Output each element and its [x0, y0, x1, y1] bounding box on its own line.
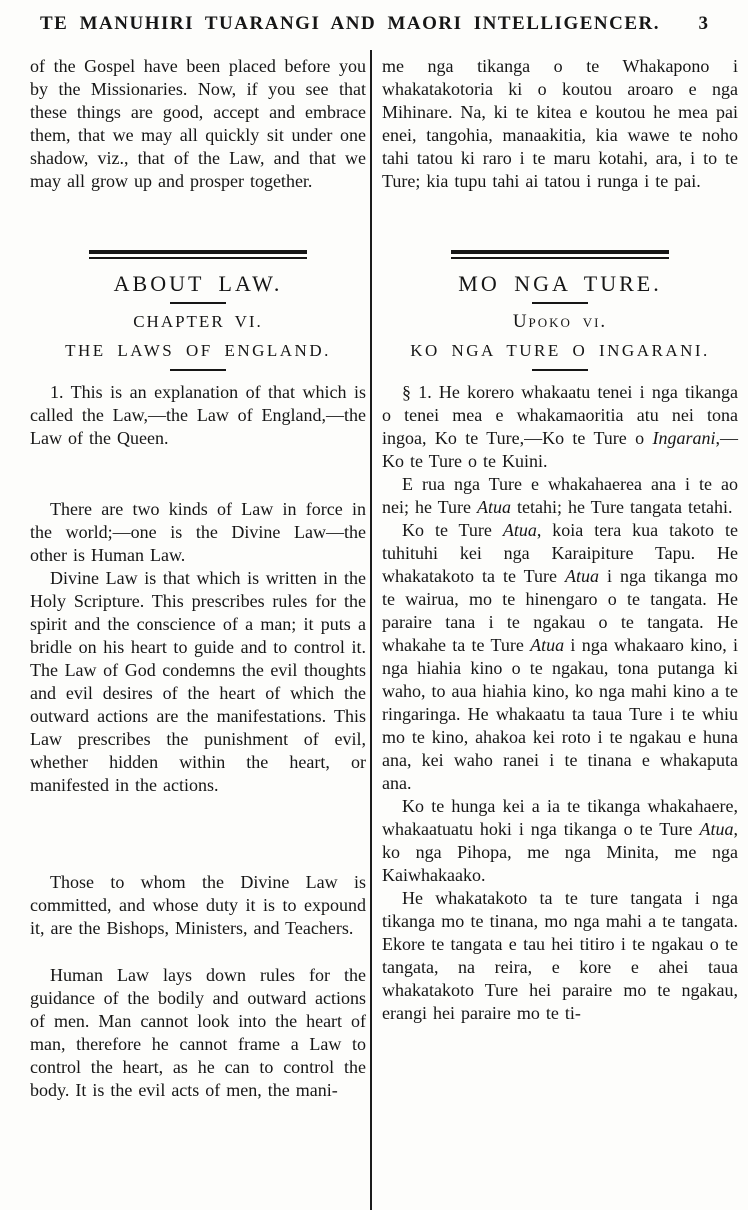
english-section-title: ABOUT LAW. [113, 271, 283, 296]
text-run: i nga tikanga mo te wairua, mo te hinengaro o te tangata. He paraire tana i te ngakau o te tangata. He whakahe ta te Ture [382, 566, 738, 655]
italic-text-run: Atua [699, 819, 734, 839]
text-run: ,—Ko te Ture o te Kuini. [382, 428, 738, 471]
short-rule [532, 302, 588, 304]
maori-sub-heading: KO NGA TURE O INGARANI. [410, 341, 710, 360]
english-paragraph: There are two kinds of Law in force in the world;—one is the Divine Law—the other is Human Law. [30, 499, 366, 565]
short-rule [532, 369, 588, 371]
masthead-title: TE MANUHIRI TUARANGI AND MAORI INTELLIGENCER. [40, 13, 660, 34]
short-rule [170, 302, 226, 304]
maori-continuation-paragraph: me nga tikanga o te Whakapono i whakatakotoria ki o koutou aroaro e nga Mihinare. Na, ki te kitea e koutou he mea pai enei, tangohia, manaakitia, kia wawe te noho tahi tatou ki raro i te maru kotahi, ara, i to te Ture; kia tupu tahi ai tatou i runga i te pai. [382, 56, 738, 191]
maori-paragraph [382, 519, 738, 795]
english-paragraph: 1. This is an explanation of that which is called the Law,—the Law of England,—the Law of the Queen. [30, 382, 366, 448]
italic-text-run: Ingarani [652, 428, 716, 448]
maori-column [382, 55, 738, 1025]
text-run: E rua nga Ture e whakahaerea ana i te ao nei; he Ture [382, 474, 738, 517]
text-run: i nga whakaaro kino, i nga hiahia kino o te ngakau, tona putanga ki waho, to aua hiahia kino, ko nga mahi kino a te ringaringa. He whakaatu ta taua Ture i te whiu mo te kino, ahakoa kei roto i te ngakau e huna ana, kei waho ranei i te tinana e whakaputa ana. [382, 635, 739, 793]
double-rule [89, 250, 307, 259]
text-run: , ko nga Pihopa, me nga Minita, me nga Kaiwhakaako. [382, 819, 738, 885]
maori-paragraph [382, 795, 738, 887]
italic-text-run: Atua [565, 566, 599, 586]
english-continuation-paragraph: of the Gospel have been placed before you by the Missionaries. Now, if you see that these things are good, accept and embrace them, that we may all quickly sit under one shadow, viz., that of the Law, and that we may all grow up and prosper together. [30, 56, 366, 191]
maori-paragraph [382, 381, 738, 473]
english-paragraph: Divine Law is that which is written in the Holy Scripture. This prescribes rules for the spirit and the conscience of a man; it puts a bridle on his heart to guide and to control it. The Law of God condemns the evil thoughts and evil desires of the heart of which the outward actions are the manifestations. This Law prescribes the punishment of evil, whether hidden within the heart, or manifested in the actions. [30, 568, 366, 795]
italic-text-run: Atua [502, 520, 537, 540]
text-run: Ko te hunga kei a ia te tikanga whakahaere, whakaatuatu hoki i nga tikanga o te Ture [382, 796, 738, 839]
short-rule [170, 369, 226, 371]
text-run: , koia tera kua takoto te tuhituhi kei nga Karaipiture Tapu. He whakatakoto ta te Ture [382, 520, 738, 586]
english-chapter-heading: CHAPTER VI. [133, 312, 263, 331]
italic-text-run: Atua [477, 497, 512, 517]
page-number: 3 [698, 13, 708, 34]
double-rule [451, 250, 669, 259]
maori-paragraph [382, 887, 738, 1025]
maori-chapter-heading: Upoko vi. [512, 311, 608, 332]
english-sub-heading: THE LAWS OF ENGLAND. [65, 341, 331, 360]
text-run: He whakatakoto ta te ture tangata i nga tikanga mo te tinana, mo nga mahi a te tangata. Ekore te tangata e tau hei titiro i te ngakau o te tangata, na reira, e kore e ahei taua whakatakoto Ture hei paraire mo te ngakau, erangi hei paraire mo te ti- [382, 888, 738, 1023]
english-paragraph: Those to whom the Divine Law is committed, and whose duty it is to expound it, are the Bishops, Ministers, and Teachers. [30, 872, 366, 938]
maori-paragraph [382, 473, 738, 519]
maori-section-title: MO NGA TURE. [458, 271, 662, 296]
text-run: tetahi; he Ture tangata tetahi. [511, 497, 733, 517]
column-divider-rule [370, 50, 372, 1210]
italic-text-run: Atua [530, 635, 565, 655]
text-run: Ko te Ture [402, 520, 503, 540]
english-column [30, 55, 366, 1102]
english-paragraph: Human Law lays down rules for the guidance of the bodily and outward actions of men. Man cannot look into the heart of man, therefore he cannot frame a Law to control the heart, as he can to control the body. It is the evil acts of men, the mani- [30, 965, 366, 1100]
text-run: § 1. He korero whakaatu tenei i nga tikanga o tenei mea e whakamaoritia atu nei tona ingoa, Ko te Ture,—Ko te Ture o [382, 382, 738, 448]
